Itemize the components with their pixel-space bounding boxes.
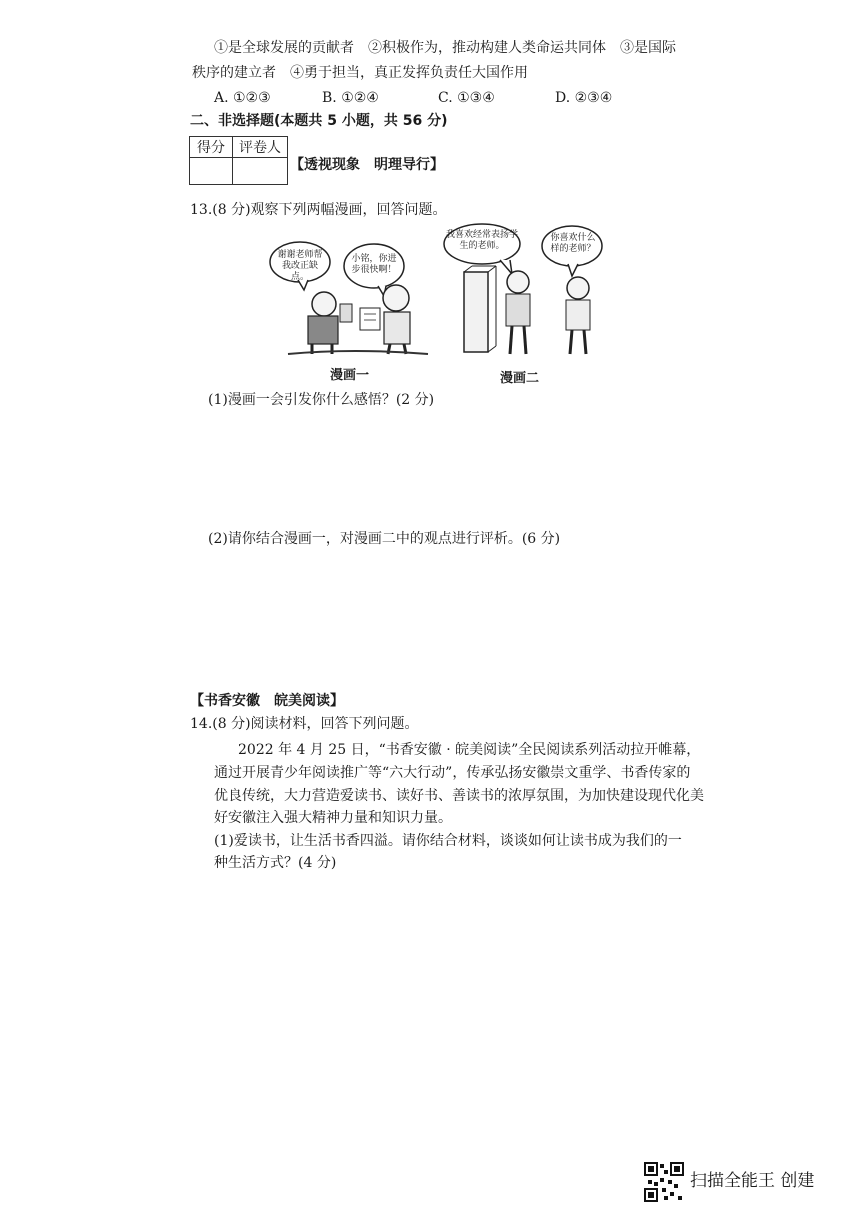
grader-cell[interactable] <box>233 158 288 185</box>
q12-option-a: A. ①②③ <box>214 90 271 106</box>
grader-header: 评卷人 <box>233 137 288 158</box>
score-table <box>189 136 288 185</box>
score-header: 得分 <box>190 137 233 158</box>
q14-material-line4: 好安徽注入强大精神力量和知识力量。 <box>214 810 452 826</box>
q12-option-b: B. ①②④ <box>322 90 379 106</box>
q12-statement-line1: ①是全球发展的贡献者 ②积极作为，推动构建人类命运共同体 ③是国际 <box>214 40 676 56</box>
cartoon-one-caption: 漫画一 <box>330 368 370 383</box>
theme-heading-2: 【书香安徽 皖美阅读】 <box>190 693 344 709</box>
q13-sub2: (2)请你结合漫画一，对漫画二中的观点进行评析。(6 分) <box>208 531 561 547</box>
qr-code-icon <box>644 1162 684 1202</box>
q14-material-line3: 优良传统，大力营造爱读书、读好书、善读书的浓厚氛围，为加快建设现代化美 <box>214 788 704 804</box>
q12-option-d: D. ②③④ <box>555 90 613 106</box>
cartoon-one-teacher-bubble: 小铭，你进步很快啊！ <box>351 254 397 275</box>
q12-option-c: C. ①③④ <box>438 90 495 106</box>
cartoon-one-student-bubble: 谢谢老师帮我改正缺点。 <box>277 250 323 282</box>
cartoon-two-left-bubble: 我喜欢经常表扬学生的老师。 <box>446 230 519 251</box>
cartoon-two-caption: 漫画二 <box>500 371 540 386</box>
q14-material-line2: 通过开展青少年阅读推广等“六大行动”，传承弘扬安徽崇文重学、书香传家的 <box>214 765 691 781</box>
q13-sub1: (1)漫画一会引发你什么感悟？(2 分) <box>208 392 435 408</box>
q14-material-line1: 2022 年 4 月 25 日，“书香安徽 · 皖美阅读”全民阅读系列活动拉开帷幕， <box>238 742 701 758</box>
q13-stem: 13.(8 分)观察下列两幅漫画，回答问题。 <box>190 202 447 218</box>
watermark-text: 扫描全能王 创建 <box>690 1171 815 1191</box>
q14-sub1-line2: 种生活方式？(4 分) <box>214 855 337 871</box>
q12-statement-line2: 秩序的建立者 ④勇于担当，真正发挥负责任大国作用 <box>192 65 528 81</box>
score-cell[interactable] <box>190 158 233 185</box>
cartoon-two-right-bubble: 你喜欢什么样的老师？ <box>550 233 596 254</box>
section-heading: 二、非选择题(本题共 5 小题，共 56 分) <box>190 113 448 129</box>
q14-stem: 14.(8 分)阅读材料，回答下列问题。 <box>190 716 419 732</box>
q14-sub1-line1: (1)爱读书，让生活书香四溢。请你结合材料，谈谈如何让读书成为我们的一 <box>214 833 682 849</box>
theme-heading-1: 【透视现象 明理导行】 <box>290 157 444 173</box>
